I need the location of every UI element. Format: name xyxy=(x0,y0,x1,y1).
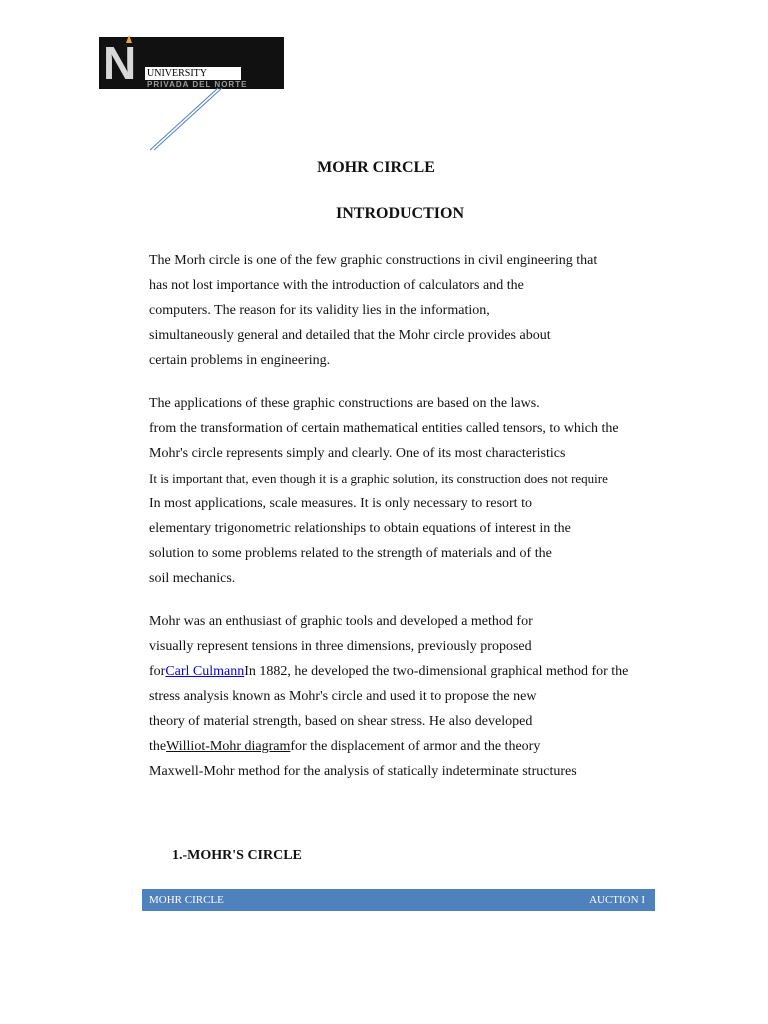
paragraph-line: theory of material strength, based on shear stress. He also developed xyxy=(149,714,533,729)
carl-culmann-link[interactable]: Carl Culmann xyxy=(165,664,245,679)
section-heading: 1.-MOHR'S CIRCLE xyxy=(172,848,302,863)
paragraph-line: certain problems in engineering. xyxy=(149,353,331,368)
paragraph-line: simultaneously general and detailed that the Mohr circle provides about xyxy=(149,328,551,343)
paragraph-line: Maxwell-Mohr method for the analysis of statically indeterminate structures xyxy=(149,764,577,779)
logo-letter: N xyxy=(103,37,137,89)
paragraph-intro xyxy=(149,248,709,373)
williot-mohr-diagram-link[interactable]: Williot-Mohr diagram xyxy=(166,739,291,754)
paragraph-line xyxy=(149,659,709,684)
paragraph-line: Mohr's circle represents simply and clearly. One of its most characteristics xyxy=(149,446,566,461)
paragraph-history xyxy=(149,609,709,784)
document-subtitle: INTRODUCTION xyxy=(335,205,464,222)
text-fragment: for the displacement of armor and the theory xyxy=(290,739,541,754)
paragraph-line xyxy=(149,734,709,759)
paragraph-line: The Morh circle is one of the few graphic constructions in civil engineering that xyxy=(149,253,598,268)
logo-subtext: PRIVADA DEL NORTE xyxy=(147,80,248,89)
paragraph-line: In most applications, scale measures. It is only necessary to resort to xyxy=(149,496,532,511)
paragraph-line: It is important that, even though it is a graphic solution, its construction does not require xyxy=(149,471,608,486)
document-title: MOHR CIRCLE xyxy=(317,159,435,176)
text-fragment: the xyxy=(149,739,167,754)
decorative-diagonal-lines xyxy=(140,80,230,155)
paragraph-line: soil mechanics. xyxy=(149,571,236,586)
text-fragment: for xyxy=(149,664,166,679)
footer-right-text: AUCTION I xyxy=(589,894,645,906)
paragraph-line: The applications of these graphic constructions are based on the laws. xyxy=(149,396,540,411)
paragraph-applications xyxy=(149,391,709,591)
paragraph-line: solution to some problems related to the strength of materials and of the xyxy=(149,546,552,561)
paragraph-line: computers. The reason for its validity lies in the information, xyxy=(149,303,490,318)
text-fragment: In 1882, he developed the two-dimensional graphical method for the xyxy=(244,664,629,679)
paragraph-line: from the transformation of certain mathematical entities called tensors, to which the xyxy=(149,421,619,436)
logo-label: UNIVERSITY xyxy=(145,67,241,80)
footer-left-text: MOHR CIRCLE xyxy=(149,894,224,906)
paragraph-line: elementary trigonometric relationships to obtain equations of interest in the xyxy=(149,521,571,536)
paragraph-line: has not lost importance with the introduction of calculators and the xyxy=(149,278,524,293)
paragraph-line: visually represent tensions in three dimensions, previously proposed xyxy=(149,639,532,654)
paragraph-line: stress analysis known as Mohr's circle and used it to propose the new xyxy=(149,689,537,704)
page-footer xyxy=(142,889,655,911)
paragraph-line: Mohr was an enthusiast of graphic tools and developed a method for xyxy=(149,614,533,629)
